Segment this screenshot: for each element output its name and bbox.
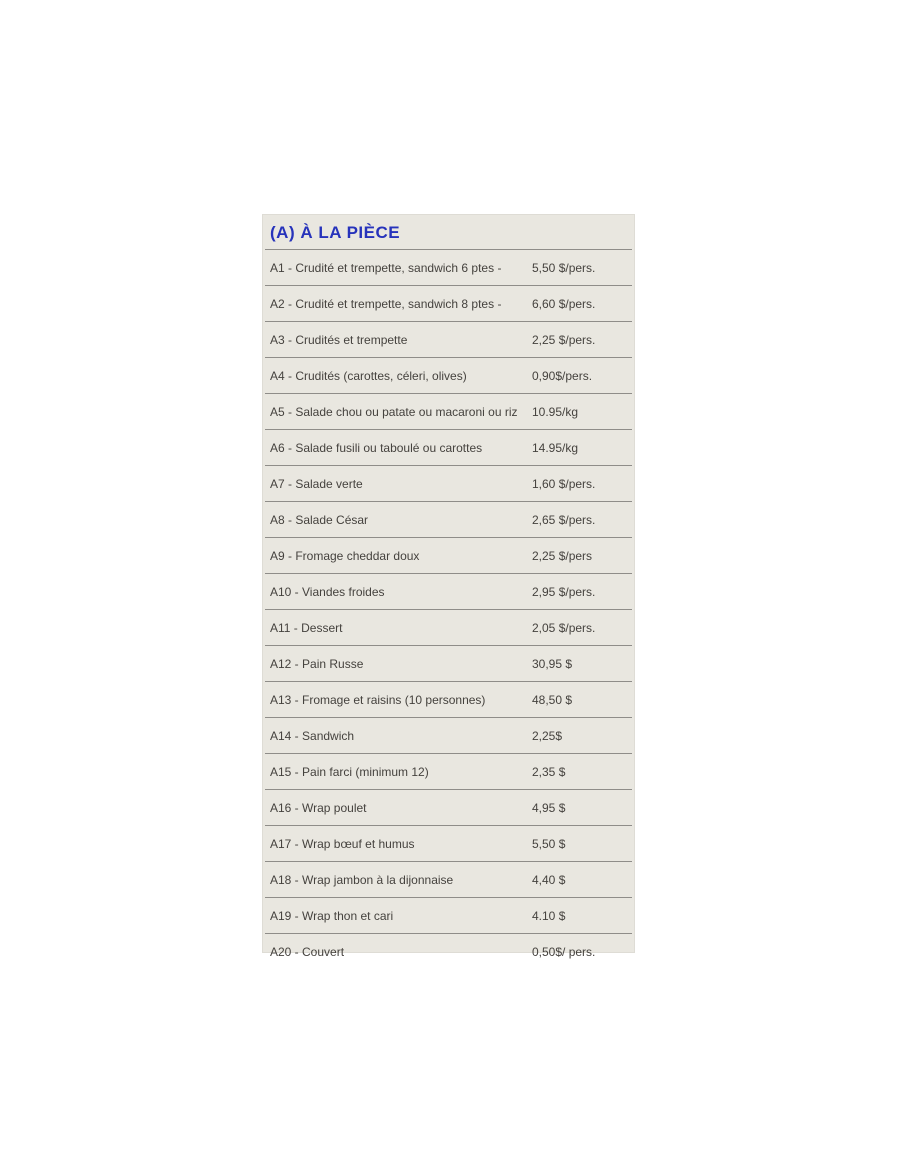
item-name: A9 - Fromage cheddar doux — [270, 548, 420, 563]
item-price: 4,95 $ — [532, 800, 566, 815]
item-name: A1 - Crudité et trempette, sandwich 6 ptes - — [270, 260, 502, 275]
menu-item-row — [265, 573, 632, 609]
item-price: 2,25 $/pers — [532, 548, 593, 563]
menu-item-row — [265, 429, 632, 465]
item-name: A16 - Wrap poulet — [270, 800, 367, 815]
menu-item-row — [265, 789, 632, 825]
item-price: 2,25 $/pers. — [532, 332, 596, 347]
item-name: A4 - Crudités (carottes, céleri, olives) — [270, 368, 467, 383]
menu-item-row — [265, 321, 632, 357]
price-list-panel — [262, 214, 635, 959]
menu-item-row — [265, 753, 632, 789]
item-price: 6,60 $/pers. — [532, 296, 596, 311]
item-price: 5,50 $/pers. — [532, 260, 596, 275]
menu-item-row — [265, 825, 632, 861]
item-price: 4.10 $ — [532, 908, 566, 923]
item-name: A8 - Salade César — [270, 512, 369, 527]
menu-item-row — [265, 501, 632, 537]
item-name: A20 - Couvert — [270, 944, 345, 959]
item-price: 0,90$/pers. — [532, 368, 593, 383]
item-price: 5,50 $ — [532, 836, 566, 851]
item-name: A12 - Pain Russe — [270, 656, 364, 671]
item-name: A14 - Sandwich — [270, 728, 355, 743]
menu-item-row — [265, 861, 632, 897]
menu-item-row — [265, 393, 632, 429]
menu-item-row — [265, 717, 632, 753]
item-price: 2,95 $/pers. — [532, 584, 596, 599]
item-name: A5 - Salade chou ou patate ou macaroni ou riz — [270, 404, 518, 419]
item-name: A15 - Pain farci (minimum 12) — [270, 764, 429, 779]
section-title: (A) À LA PIÈCE — [270, 223, 401, 242]
item-name: A11 - Dessert — [270, 620, 343, 635]
item-name: A3 - Crudités et trempette — [270, 332, 408, 347]
item-price: 2,25$ — [532, 728, 563, 743]
menu-item-row — [265, 357, 632, 393]
item-name: A18 - Wrap jambon à la dijonnaise — [270, 872, 454, 887]
menu-item-row — [265, 897, 632, 933]
item-name: A19 - Wrap thon et cari — [270, 908, 394, 923]
item-price: 10.95/kg — [532, 404, 579, 419]
menu-item-row — [265, 537, 632, 573]
item-price: 48,50 $ — [532, 692, 573, 707]
item-price: 2,05 $/pers. — [532, 620, 596, 635]
item-price: 2,65 $/pers. — [532, 512, 596, 527]
item-price: 14.95/kg — [532, 440, 579, 455]
menu-item-row — [265, 933, 632, 969]
item-price: 0,50$/ pers. — [532, 944, 596, 959]
menu-item-row — [265, 645, 632, 681]
menu-item-row — [265, 681, 632, 717]
item-price: 4,40 $ — [532, 872, 566, 887]
menu-item-row — [265, 609, 632, 645]
item-name: A2 - Crudité et trempette, sandwich 8 ptes - — [270, 296, 502, 311]
item-price: 1,60 $/pers. — [532, 476, 596, 491]
item-name: A6 - Salade fusili ou taboulé ou carottes — [270, 440, 483, 455]
item-price: 2,35 $ — [532, 764, 566, 779]
menu-item-row — [265, 249, 632, 285]
menu-rows — [263, 249, 634, 969]
item-name: A7 - Salade verte — [270, 476, 363, 491]
menu-item-row — [265, 285, 632, 321]
menu-item-row — [265, 465, 632, 501]
item-name: A17 - Wrap bœuf et humus — [270, 836, 415, 851]
item-name: A10 - Viandes froides — [270, 584, 385, 599]
item-name: A13 - Fromage et raisins (10 personnes) — [270, 692, 486, 707]
item-price: 30,95 $ — [532, 656, 573, 671]
